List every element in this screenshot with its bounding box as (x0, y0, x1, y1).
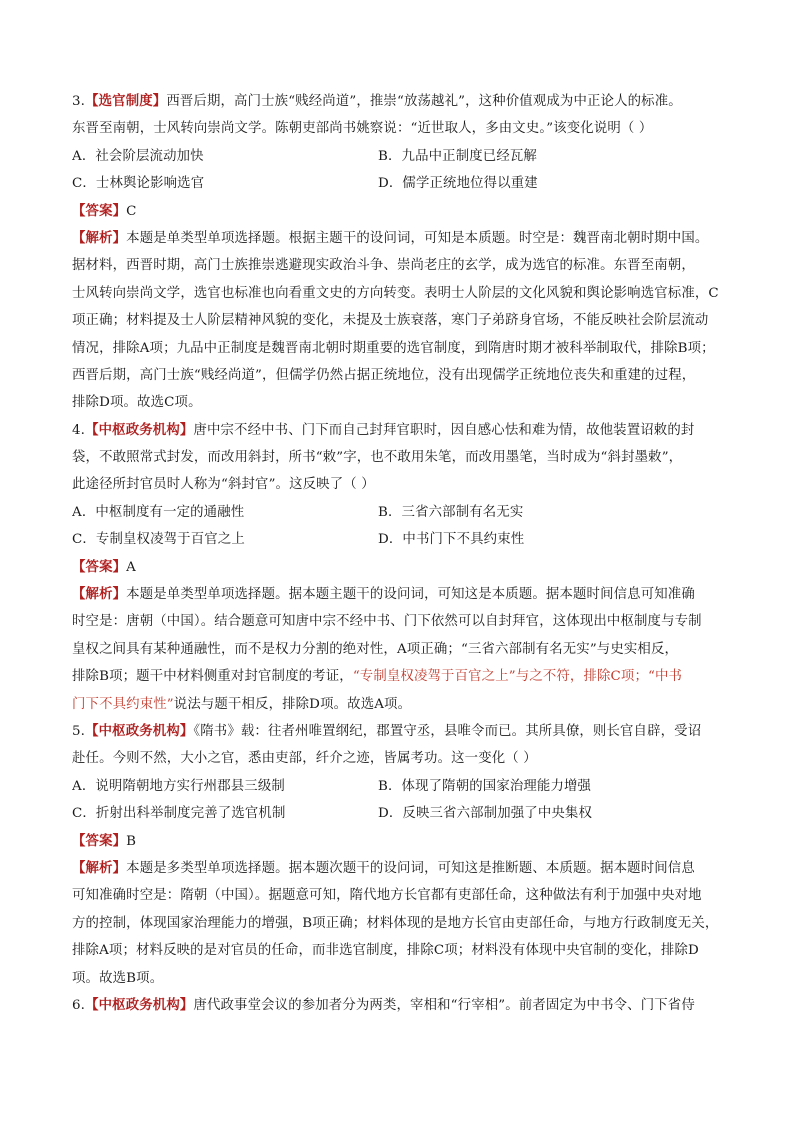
question-3-options-row (72, 143, 724, 170)
question-6-tag: 【中枢政务机构】 (85, 996, 194, 1013)
question-4-tag: 【中枢政务机构】 (85, 421, 194, 438)
question-4-option-c: C．专制皇权凌驾于百官之上 (72, 532, 245, 548)
question-3-analysis-line: 据材料，西晋时期，高门士族推崇逃避现实政治斗争、崇尚老庄的玄学，成为选官的标准。东晋至南朝， (72, 258, 695, 274)
question-5-analysis-line: 项。故选B项。 (72, 970, 164, 986)
question-5-analysis-line: 可知准确时空是：隋朝（中国）。据题意可知，隋代地方长官都有吏部任命，这种做法有利于加强中央对地 (72, 888, 702, 904)
highlighted-text: 门下不具约束性” (72, 696, 174, 712)
question-3-stem-line: 东晋至南朝，士风转向崇尚文学。陈朝吏部尚书姚察说：“近世取人，多由文史。”该变化说明（ ） (72, 121, 653, 137)
question-5-tag: 【中枢政务机构】 (85, 722, 194, 739)
question-4-stem-line: 袋，不敢照常式封发，而改用斜封，所书“敕”字，也不敢用朱笔，而改用墨笔，当时成为“斜封墨敕”， (72, 450, 683, 466)
question-4-options-row (72, 526, 724, 553)
question-5-options-row (72, 800, 724, 827)
question-3-answer: 【答案】C (72, 202, 137, 219)
question-3-option-a: A．社会阶层流动加快 (72, 148, 204, 164)
question-3-analysis-line: 项正确；材料提及士人阶层精神风貌的变化，未提及士族衰落，寒门子弟跻身官场，不能反映社会阶层流动 (72, 313, 709, 329)
question-4-answer: 【答案】A (72, 558, 136, 575)
highlighted-text: “专制皇权凌驾于百官之上”与之不符，排除C项；“中书 (352, 669, 683, 685)
question-3-analysis-line: 西晋后期，高门士族“贱经尚道”，但儒学仍然占据正统地位，没有出现儒学正统地位丧失和重建的过程， (72, 367, 696, 383)
question-4-analysis-line: 时空是：唐朝（中国）。结合题意可知唐中宗不经中书、门下依然可以自封拜官，这体现出中枢制度与专制 (72, 614, 702, 630)
question-3-analysis-line: 排除D项。故选C项。 (72, 395, 202, 411)
question-6-stem: 6.【中枢政务机构】唐代政事堂会议的参加者分为两类，宰相和“行宰相”。前者固定为中书令、门下省侍 (72, 996, 695, 1013)
question-5-stem: 5.【中枢政务机构】《隋书》载：往者州唯置纲纪，郡置守丞，县唯令而已。其所具僚，则长官自辟，受诏 (72, 722, 702, 739)
question-5-option-a: A．说明隋朝地方实行州郡县三级制 (72, 778, 285, 794)
question-5-analysis-line: 方的控制，体现国家治理能力的增强，B项正确；材料体现的是地方长官由吏部任命，与地方行政制度无关， (72, 915, 719, 931)
question-3-tag: 【选官制度】 (85, 93, 167, 109)
question-5-analysis: 【解析】本题是多类型单项选择题。据本题次题干的设问词，可知这是推断题、本质题。据本题时间信息 (72, 859, 695, 876)
question-3-analysis-line: 情况，排除A项；九品中正制度是魏晋南北朝时期重要的选官制度，到隋唐时期才被科举制取代，排除B项； (72, 340, 715, 356)
question-3-option-d: D．儒学正统地位得以重建 (378, 176, 538, 192)
question-3-analysis: 【解析】本题是单类型单项选择题。根据主题干的设问词，可知是本质题。时空是：魏晋南北朝时期中国。 (72, 229, 709, 246)
question-4-stem-line: 此途径所封官员时人称为“斜封官”。这反映了（ ） (72, 477, 375, 493)
question-5-option-c: C．折射出科举制度完善了选官机制 (72, 806, 286, 822)
question-3-options-row (72, 170, 724, 197)
question-4-analysis-line: 门下不具约束性”说法与题干相反，排除D项。故选A项。 (72, 696, 412, 712)
question-4-analysis-line: 排除B项；题干中材料侧重对封官制度的考证，“专制皇权凌驾于百官之上”与之不符，排除C项；“中书 (72, 669, 683, 685)
question-4-analysis: 【解析】本题是单类型单项选择题。据本题主题干的设问词，可知这是本质题。据本题时间信息可知准确 (72, 586, 695, 603)
question-4-option-b: B．三省六部制有名无实 (378, 504, 524, 520)
document-page (72, 88, 724, 1019)
question-4-option-d: D．中书门下不具约束性 (378, 532, 525, 548)
question-4-stem: 4.【中枢政务机构】唐中宗不经中书、门下而自己封拜官职时，因自感心怯和难为情，故他装置诏敕的封 (72, 421, 695, 438)
question-3-option-b: B．九品中正制度已经瓦解 (378, 148, 537, 164)
question-4-option-a: A．中枢制度有一定的通融性 (72, 504, 245, 520)
question-3-option-c: C．士林舆论影响选官 (72, 176, 205, 192)
question-5-analysis-line: 排除A项；材料反映的是对官员的任命，而非选官制度，排除C项；材料没有体现中央官制的变化，排除D (72, 943, 699, 959)
question-5-option-d: D．反映三省六部制加强了中央集权 (378, 806, 592, 822)
question-4-options-row (72, 499, 724, 526)
question-3-stem: 3.【选官制度】西晋后期，高门士族“贱经尚道”，推崇“放荡越礼”，这种价值观成为中正论人的标准。 (72, 93, 682, 109)
question-5-stem-line: 赴任。今则不然，大小之官，悉由吏部，纤介之迹，皆属考功。这一变化（ ） (72, 751, 537, 767)
question-3-analysis-line: 士风转向崇尚文学，选官也标准也向看重文史的方向转变。表明士人阶层的文化风貌和舆论影响选官标准，C (72, 285, 719, 301)
question-5-option-b: B．体现了隋朝的国家治理能力增强 (378, 778, 592, 794)
question-4-analysis-line: 皇权之间具有某种通融性，而不是权力分割的绝对性，A项正确；“三省六部制有名无实”与史实相反， (72, 641, 679, 657)
question-5-answer: 【答案】B (72, 832, 137, 849)
question-5-options-row (72, 773, 724, 800)
